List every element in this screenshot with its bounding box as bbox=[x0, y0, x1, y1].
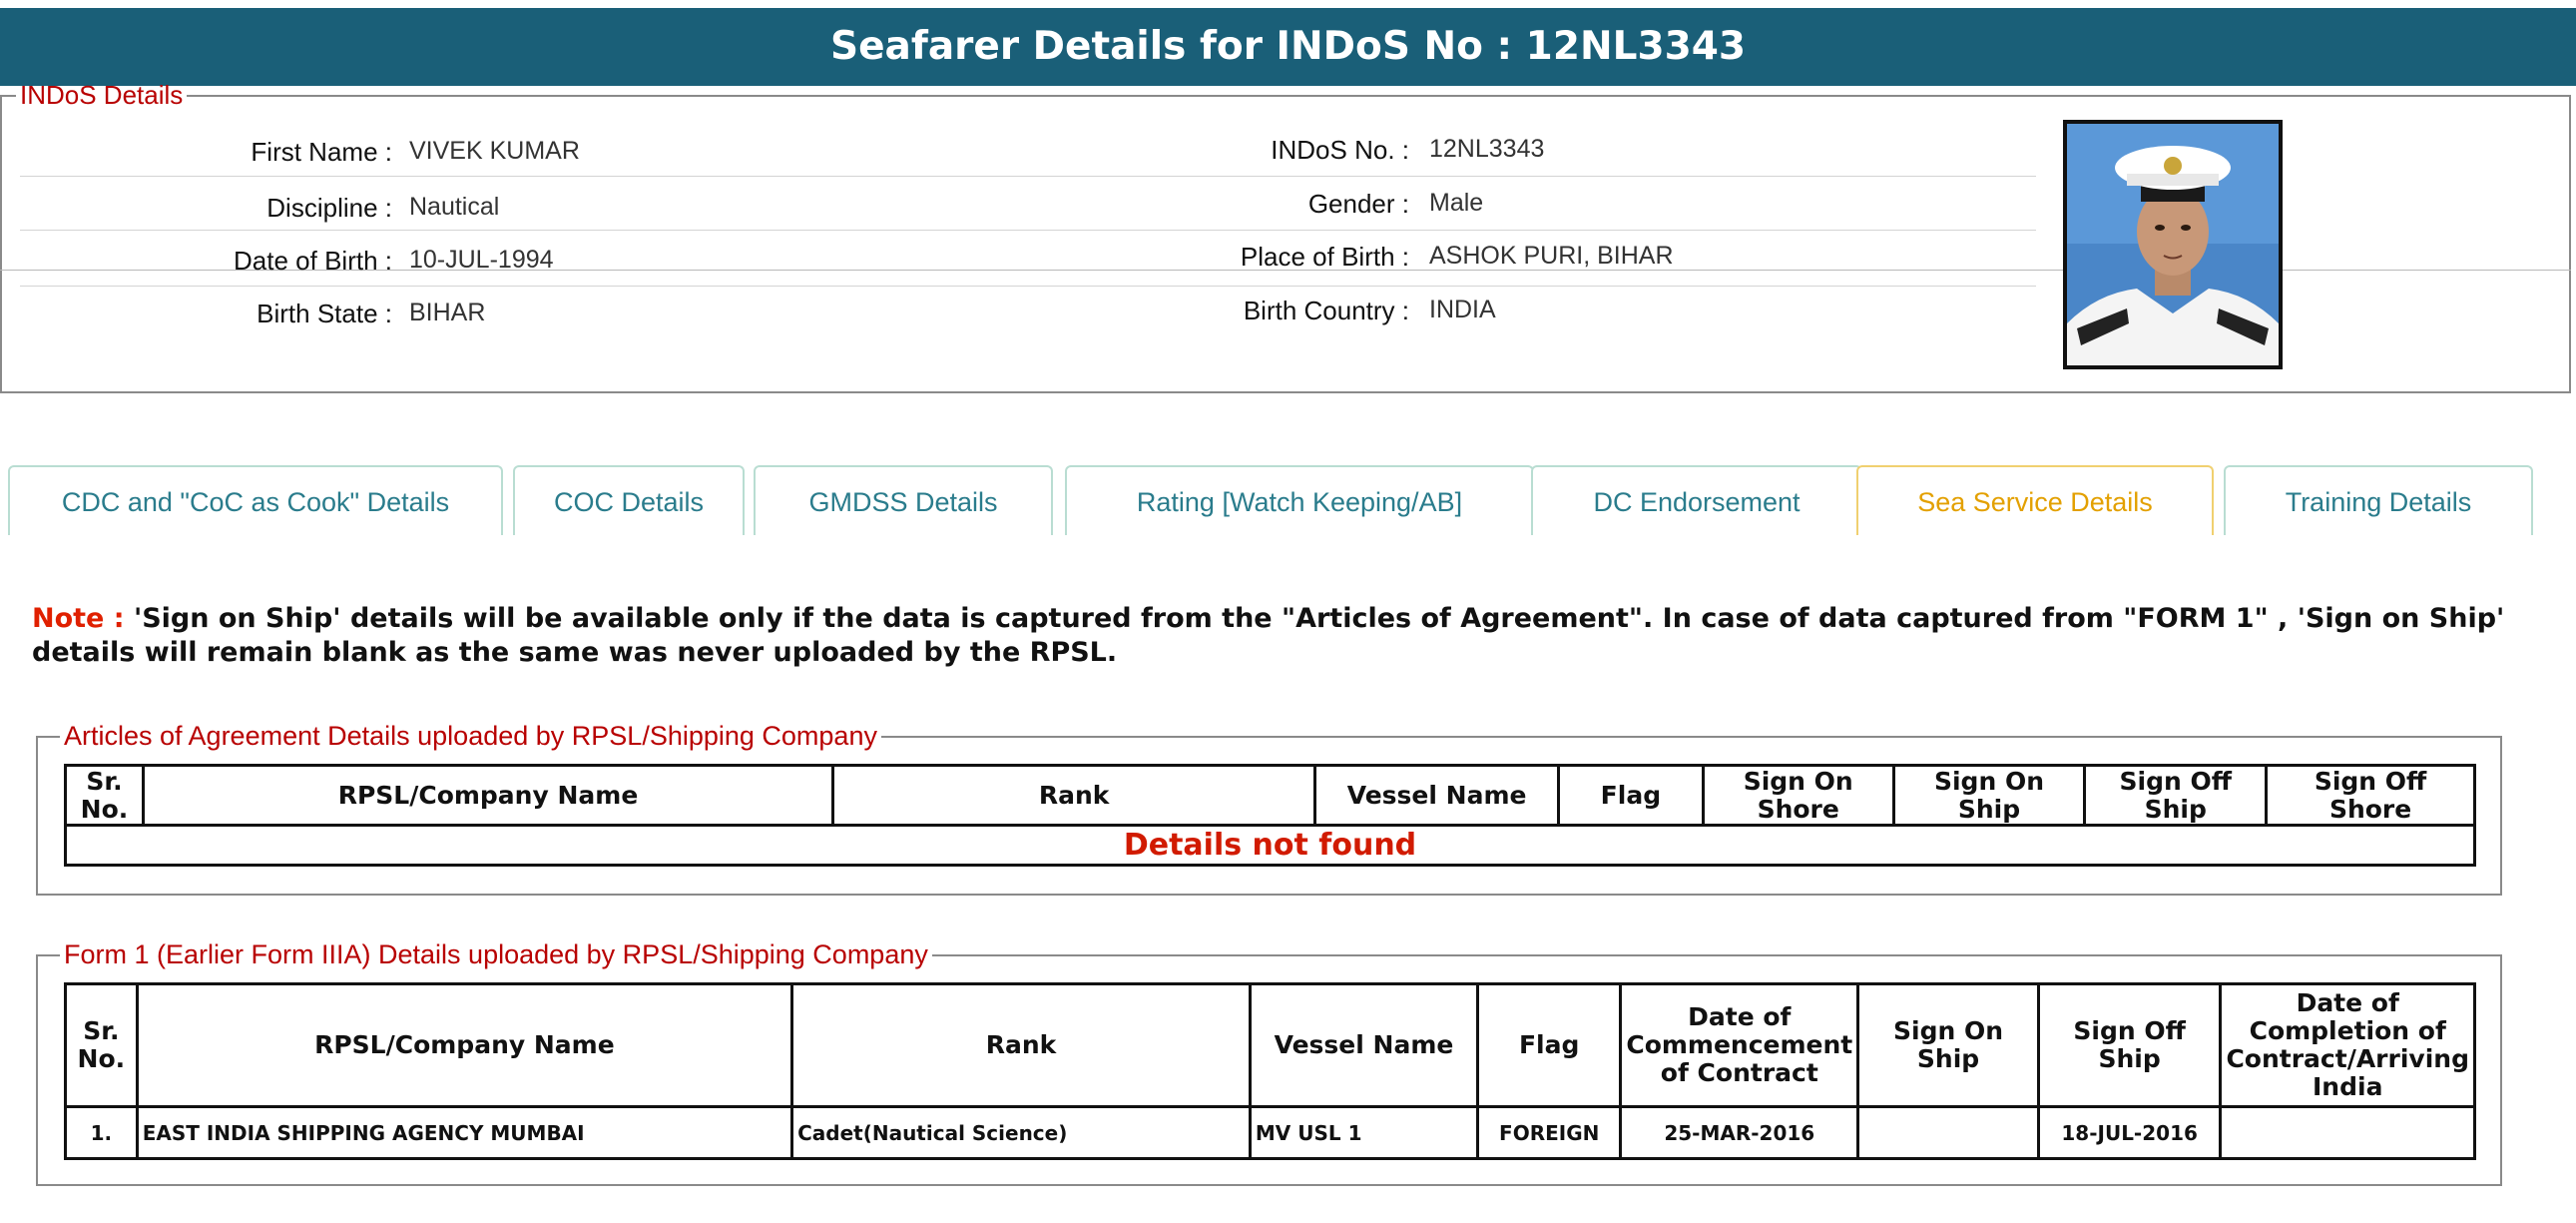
col-sign-on-shore: Sign On Shore bbox=[1703, 766, 1893, 826]
place-of-birth-value: ASHOK PURI, BIHAR bbox=[1429, 242, 1674, 270]
note-text: 'Sign on Ship' details will be available only if the data is captured from the "Articles of Agreement". In case of data captured from "FORM 1" , 'Sign on Ship' details will remain blank as the same was never uploaded by the RPSL. bbox=[32, 603, 2505, 668]
tab-training-details[interactable]: Training Details bbox=[2224, 465, 2533, 535]
col-flag: Flag bbox=[1558, 766, 1703, 826]
col-sign-off-ship: Sign Off Ship bbox=[2038, 984, 2221, 1107]
table-header-row bbox=[66, 984, 2475, 1107]
col-flag: Flag bbox=[1478, 984, 1621, 1107]
discipline-value: Nautical bbox=[409, 193, 500, 221]
cell-company-name: EAST INDIA SHIPPING AGENCY MUMBAI bbox=[137, 1107, 791, 1159]
seafarer-photo bbox=[2063, 120, 2283, 369]
cell-rank: Cadet(Nautical Science) bbox=[792, 1107, 1251, 1159]
row-divider bbox=[20, 230, 2036, 231]
col-sign-on-ship: Sign On Ship bbox=[1858, 984, 2039, 1107]
sea-service-note bbox=[32, 602, 2527, 670]
articles-legend: Articles of Agreement Details uploaded by RPSL/Shipping Company bbox=[64, 721, 877, 751]
cell-sr-no: 1. bbox=[66, 1107, 138, 1159]
gender-label: Gender : bbox=[1307, 189, 1409, 219]
table-row bbox=[66, 826, 2475, 866]
cell-flag: FOREIGN bbox=[1478, 1107, 1621, 1159]
indos-details-legend: INDoS Details bbox=[20, 80, 184, 110]
tab-coc-details[interactable]: COC Details bbox=[513, 465, 745, 535]
birth-country-value: INDIA bbox=[1429, 296, 1496, 323]
col-vessel-name: Vessel Name bbox=[1250, 984, 1477, 1107]
form1-legend: Form 1 (Earlier Form IIIA) Details uploaded by RPSL/Shipping Company bbox=[64, 939, 928, 969]
tab-rating-watch-keeping[interactable]: Rating [Watch Keeping/AB] bbox=[1065, 465, 1534, 535]
first-name-label: First Name : bbox=[251, 137, 392, 167]
cell-sign-on-ship bbox=[1858, 1107, 2039, 1159]
cell-vessel-name: MV USL 1 bbox=[1250, 1107, 1477, 1159]
portrait-image bbox=[2067, 124, 2279, 365]
row-divider bbox=[20, 286, 2036, 287]
dob-value: 10-JUL-1994 bbox=[409, 246, 554, 274]
tab-cdc-cook-details[interactable]: CDC and "CoC as Cook" Details bbox=[8, 465, 503, 535]
birth-country-label: Birth Country : bbox=[1243, 296, 1409, 325]
cell-commencement-date: 25-MAR-2016 bbox=[1621, 1107, 1858, 1159]
page-title: Seafarer Details for INDoS No : 12NL3343 bbox=[0, 8, 2576, 86]
indos-no-label: INDoS No. : bbox=[1271, 135, 1409, 165]
cell-sign-off-ship: 18-JUL-2016 bbox=[2038, 1107, 2221, 1159]
discipline-label: Discipline : bbox=[266, 193, 392, 223]
tab-sea-service-details[interactable]: Sea Service Details bbox=[1856, 465, 2214, 535]
gender-value: Male bbox=[1429, 189, 1484, 217]
indos-no-value: 12NL3343 bbox=[1429, 135, 1545, 163]
tab-dc-endorsement[interactable]: DC Endorsement bbox=[1531, 465, 1862, 535]
col-vessel-name: Vessel Name bbox=[1315, 766, 1559, 826]
col-sr-no: Sr. No. bbox=[66, 766, 144, 826]
col-company-name: RPSL/Company Name bbox=[143, 766, 832, 826]
row-divider bbox=[20, 176, 2036, 177]
col-completion-date: Date of Completion of Contract/Arriving India bbox=[2221, 984, 2475, 1107]
articles-table bbox=[64, 764, 2476, 867]
details-not-found-message: Details not found bbox=[66, 826, 2475, 866]
col-rank: Rank bbox=[792, 984, 1251, 1107]
note-label: Note : bbox=[32, 603, 125, 634]
col-sign-off-ship: Sign Off Ship bbox=[2085, 766, 2267, 826]
col-sign-off-shore: Sign Off Shore bbox=[2267, 766, 2475, 826]
birth-state-value: BIHAR bbox=[409, 299, 486, 326]
col-commencement-date: Date of Commencement of Contract bbox=[1621, 984, 1858, 1107]
table-row bbox=[66, 1107, 2475, 1159]
place-of-birth-label: Place of Birth : bbox=[1240, 242, 1409, 272]
dob-label: Date of Birth : bbox=[234, 246, 392, 276]
first-name-value: VIVEK KUMAR bbox=[409, 137, 580, 165]
col-company-name: RPSL/Company Name bbox=[137, 984, 791, 1107]
table-header-row bbox=[66, 766, 2475, 826]
tab-gmdss-details[interactable]: GMDSS Details bbox=[754, 465, 1053, 535]
cell-completion-date bbox=[2221, 1107, 2475, 1159]
form1-table bbox=[64, 982, 2476, 1160]
col-sr-no: Sr. No. bbox=[66, 984, 138, 1107]
birth-state-label: Birth State : bbox=[257, 299, 392, 328]
col-rank: Rank bbox=[833, 766, 1315, 826]
col-sign-on-ship: Sign On Ship bbox=[1893, 766, 2085, 826]
